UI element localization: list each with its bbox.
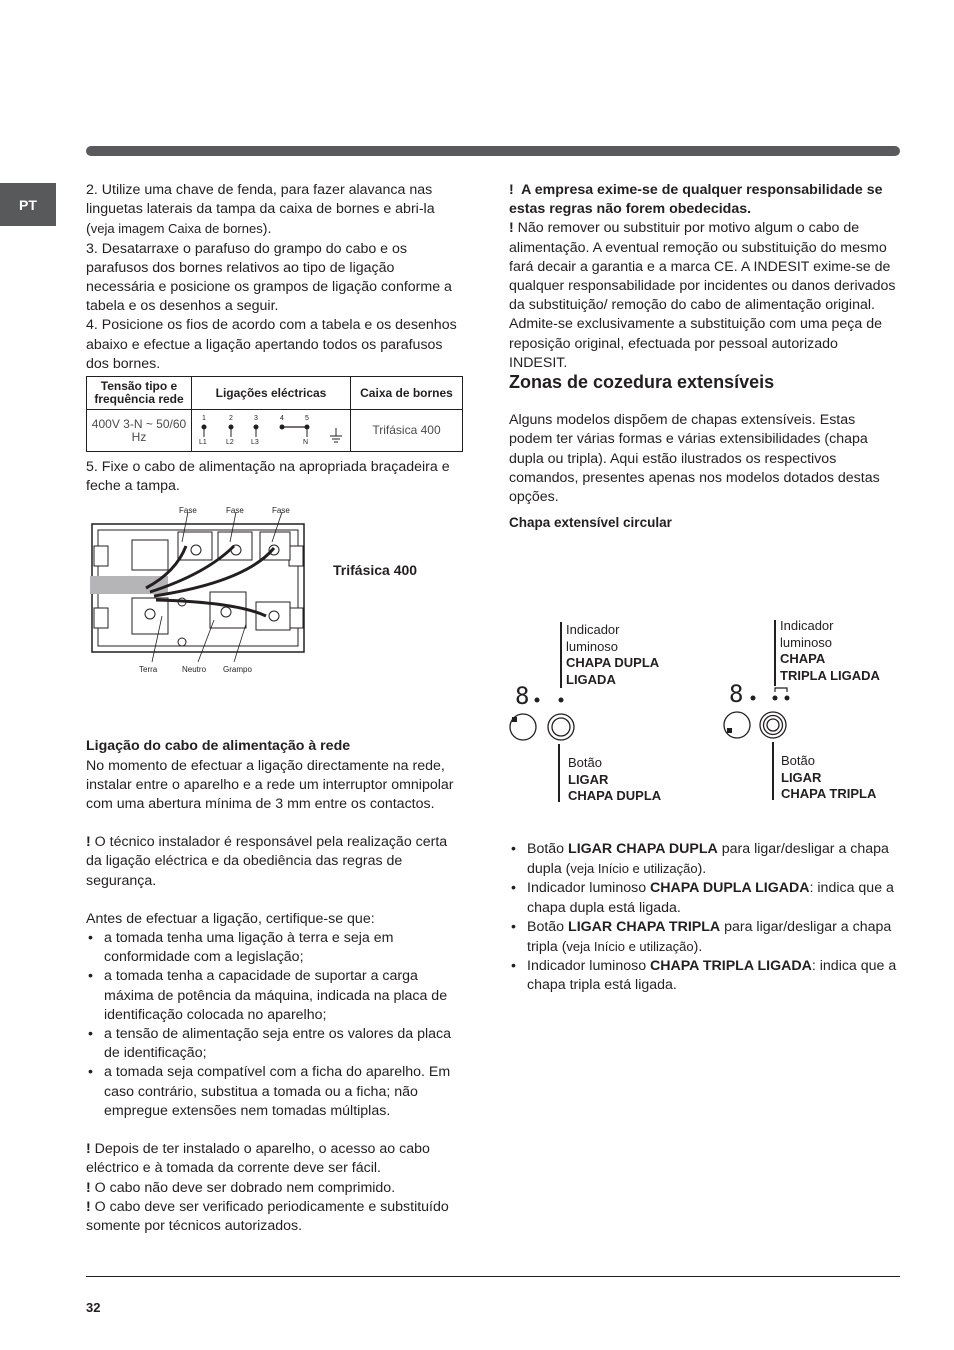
indicator-dot <box>535 698 540 703</box>
display-digit: 8 <box>515 682 530 710</box>
terminal-number: 4 <box>280 415 284 423</box>
connection-table <box>86 376 463 452</box>
list-item: • a tomada seja compatível com a ficha do aparelho. Em caso contrário, substitua a tomada ou a ficha; não empregue extensões nem tomadas múltiplas. <box>86 1063 464 1121</box>
list-item: • Botão LIGAR CHAPA TRIPLA para ligar/desligar a chapa tripla (veja Início e utilização). <box>509 918 899 957</box>
table-header: Caixa de bornes <box>351 377 463 410</box>
bold-warning: ! A empresa exime-se de qualquer responsabilidade se estas regras não forem obedecidas. <box>509 182 883 218</box>
terminal-number: 1 <box>202 415 206 423</box>
language-tab: PT <box>0 183 56 226</box>
step-4: 4. Posicione os fios de acordo com a tabela e os desenhos abaixo e efectue a ligação apertando todos os parafusos dos bornes. <box>86 317 457 372</box>
label-fase: Fase <box>272 506 290 516</box>
indicator-dot <box>785 696 790 701</box>
display-digit: 8 <box>729 680 744 708</box>
terminal-number: 5 <box>305 415 309 423</box>
warning-cable: ! Não remover ou substituir por motivo algum o cabo de alimentação. A eventual remoção ou substituição do mesmo fará decair a garantia e a marca CE. A INDESIT exime-se de qualquer responsabilidade por incidentes ou danos derivados da substituição/ remoção do cabo de alimentação original. Admite-se exclusivamente a substituição com uma peça de reposição original, efectuada por pessoal autorizado INDESIT. <box>509 220 896 371</box>
checks-intro: Antes de efectuar a ligação, certifique-se que: <box>86 910 375 927</box>
list-item: • Botão LIGAR CHAPA DUPLA para ligar/desligar a chapa dupla (veja Início e utilização). <box>509 840 899 879</box>
terminal-label: L3 <box>251 439 259 447</box>
right-column <box>509 181 899 532</box>
table-header: Ligações eléctricas <box>192 377 351 410</box>
leader-line <box>558 744 560 802</box>
subheading-circular: Chapa extensível circular <box>509 515 672 531</box>
controls-list <box>509 840 899 996</box>
list-item: • a tomada tenha uma ligação à terra e seja em conformidade com a legislação; <box>86 929 464 967</box>
label-fase: Fase <box>179 506 197 516</box>
terminal-bridge-diagram <box>196 410 346 448</box>
indicator-dot <box>559 698 564 703</box>
diagram-caption: Trifásica 400 <box>333 562 418 579</box>
terminal-label: L1 <box>199 439 207 447</box>
terminal-box-figure <box>86 496 464 708</box>
warning-technician: ! O técnico instalador é responsável pela realização certa da ligação eléctrica e da obediência das regras de segurança. <box>86 834 448 889</box>
indicator-dot <box>751 696 756 701</box>
list-item: • a tomada tenha a capacidade de suportar a carga máxima de potência da máquina, indicada na placa de identificação colocada no aparelho; <box>86 967 464 1025</box>
page-number: 32 <box>86 1300 101 1315</box>
leader-line <box>772 742 774 800</box>
step-5: 5. Fixe o cabo de alimentação na apropriada braçadeira e feche a tampa. <box>86 459 450 495</box>
checks-list <box>86 929 464 1121</box>
section-heading: Zonas de cozedura extensíveis <box>509 372 775 393</box>
label-button-double: Botão LIGAR CHAPA DUPLA <box>568 755 662 803</box>
table-cell-voltage: 400V 3-N ~ 50/60 Hz <box>87 410 192 452</box>
warning-check: ! O cabo deve ser verificado periodicamente e substituído somente por técnicos autorizados. <box>86 1198 449 1234</box>
conn-title: Ligação do cabo de alimentação à rede <box>86 738 351 755</box>
terminal-label: N <box>303 439 309 447</box>
terminal-number: 2 <box>229 415 233 423</box>
indicator-dot <box>773 696 778 701</box>
control-panel-drawing <box>505 676 805 746</box>
warning-access: ! Depois de ter instalado o aparelho, o acesso ao cabo eléctrico e à tomada da corrente deve ser fácil. <box>86 1141 430 1177</box>
terminal-number: 3 <box>254 415 258 423</box>
header-bar <box>86 146 900 156</box>
label-terra: Terra <box>139 665 158 675</box>
label-button-triple: Botão LIGAR CHAPA TRIPLA <box>781 753 877 801</box>
list-item: • Indicador luminoso CHAPA TRIPLA LIGADA: indica que a chapa tripla está ligada. <box>509 957 899 995</box>
footer-rule <box>86 1276 900 1277</box>
table-cell-box: Trifásica 400 <box>351 410 463 452</box>
step-2: 2. Utilize uma chave de fenda, para fazer alavanca nas linguetas laterais da tampa da caixa de bornes e abri-la (veja imagem Caixa de bornes). <box>86 182 435 238</box>
step-3: 3. Desatarraxe o parafuso do grampo do cabo e os parafusos dos bornes relativos ao tipo de ligação necessária e posicione os grampos de ligação conforme a tabela e os desenhos a seguir. <box>86 240 452 315</box>
list-item: • a tensão de alimentação seja entre os valores da placa de identificação; <box>86 1025 464 1063</box>
label-fase: Fase <box>226 506 244 516</box>
label-neutro: Neutro <box>182 665 207 675</box>
table-header: Tensão tipo e frequência rede <box>87 377 192 410</box>
list-item: • Indicador luminoso CHAPA DUPLA LIGADA: indica que a chapa dupla está ligada. <box>509 879 899 917</box>
conn-text: No momento de efectuar a ligação directamente na rede, instalar entre o aparelho e a rede um interruptor omnipolar com uma abertura mínima de 3 mm entre os contactos. <box>86 757 454 813</box>
cooking-zone-knob <box>724 712 750 738</box>
left-column <box>86 181 464 1236</box>
label-indicator-triple: Indicador luminoso CHAPA TRIPLA LIGADA <box>780 618 880 683</box>
wiring-diagram <box>192 410 351 452</box>
terminal-box-drawing <box>86 512 321 664</box>
terminal-label: L2 <box>226 439 234 447</box>
label-grampo: Grampo <box>223 665 252 675</box>
label-indicator-double: Indicador luminoso CHAPA DUPLA LIGADA <box>566 622 660 687</box>
section-intro: Alguns modelos dispõem de chapas extensíveis. Estas podem ter várias formas e várias extensibilidades (chapa dupla ou tripla). Aqui estão ilustrados os respectivos comandos, presentes apenas nos modelos dotados destas opções. <box>509 412 880 506</box>
controls-list-block <box>509 840 899 996</box>
warning-bend: ! O cabo não deve ser dobrado nem comprimido. <box>86 1179 396 1196</box>
